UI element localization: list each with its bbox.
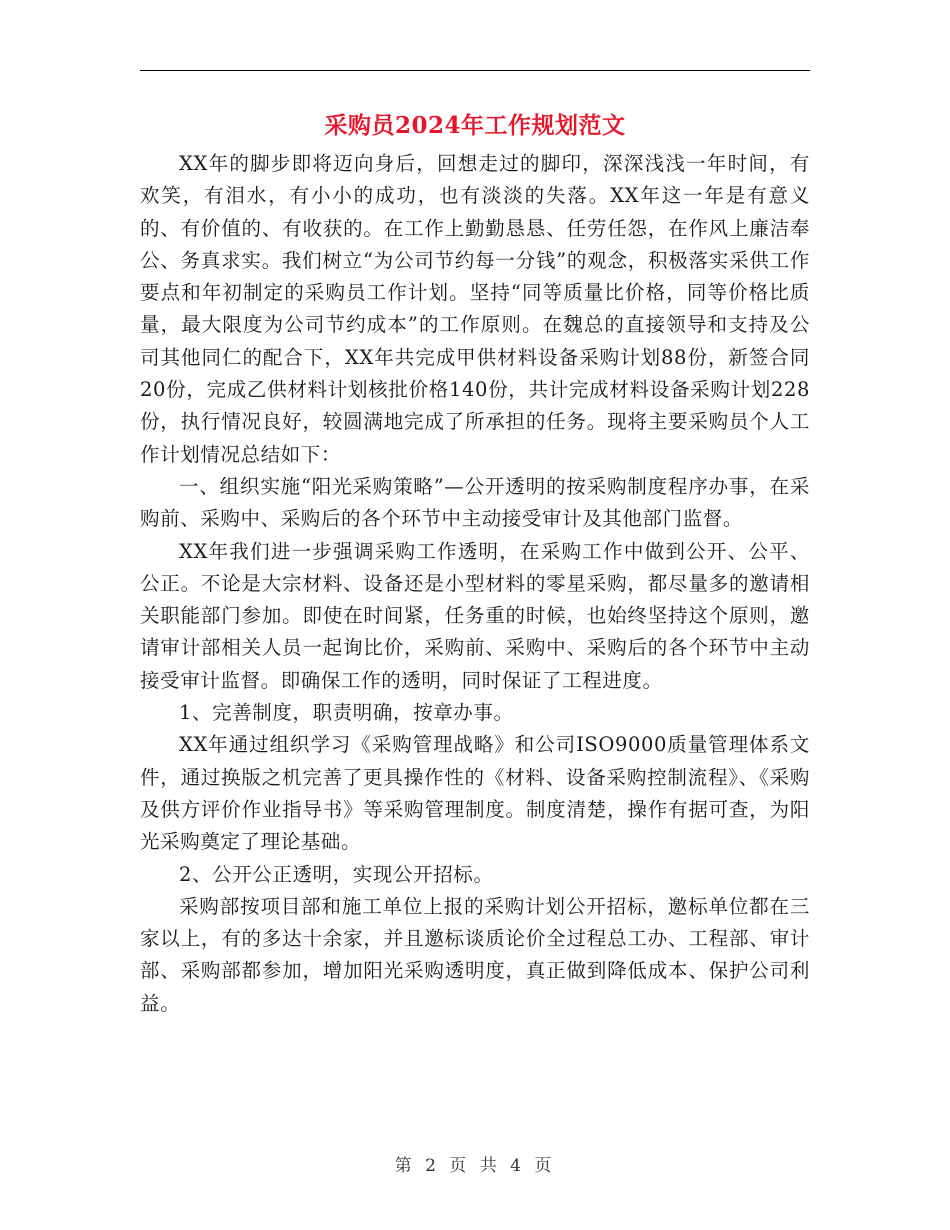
document-body	[140, 148, 810, 1020]
paragraph-section-1-heading: 一、组织实施“阳光采购策略”—公开透明的按采购制度程序办事，在采购前、采购中、采购后的各个环节中主动接受审计及其他部门监督。	[140, 474, 810, 531]
header-rule	[140, 70, 810, 71]
paragraph-item-2-heading: 2、公开公正透明，实现公开招标。	[179, 862, 494, 886]
paragraph-item-1-heading: 1、完善制度，职责明确，按章办事。	[179, 701, 514, 725]
paragraph-system-docs: XX年通过组织学习《采购管理战略》和公司ISO9000质量管理体系文件，通过换版之机完善了更具操作性的《材料、设备采购控制流程》、《采购及供方评价作业指导书》等采购管理制度。制度清楚，操作有据可查，为阳光采购奠定了理论基础。	[140, 733, 810, 854]
document-title: 采购员2024年工作规划范文	[324, 112, 626, 139]
paragraph-transparency: XX年我们进一步强调采购工作透明，在采购工作中做到公开、公平、公正。不论是大宗材料、设备还是小型材料的零星采购，都尽量多的邀请相关职能部门参加。即使在时间紧，任务重的时候，也始终坚持这个原则，邀请审计部相关人员一起询比价，采购前、采购中、采购后的各个环节中主动接受审计监督。即确保工作的透明，同时保证了工程进度。	[140, 539, 810, 692]
paragraph-intro: XX年的脚步即将迈向身后，回想走过的脚印，深深浅浅一年时间，有欢笑，有泪水，有小小的成功，也有淡淡的失落。XX年这一年是有意义的、有价值的、有收获的。在工作上勤勤恳恳、任劳任怨，在作风上廉洁奉公、务真求实。我们树立“为公司节约每一分钱”的观念，积极落实采供工作要点和年初制定的采购员工作计划。坚持“同等质量比价格，同等价格比质量，最大限度为公司节约成本”的工作原则。在魏总的直接领导和支持及公司其他同仁的配合下，XX年共完成甲供材料设备采购计划88份，新签合同20份，完成乙供材料计划核批价格140份，共计完成材料设备采购计划228份，执行情况良好，较圆满地完成了所承担的任务。现将主要采购员个人工作计划情况总结如下：	[140, 152, 810, 466]
paragraph-public-bidding: 采购部按项目部和施工单位上报的采购计划公开招标，邀标单位都在三家以上，有的多达十余家，并且邀标谈质论价全过程总工办、工程部、审计部、采购部都参加，增加阳光采购透明度，真正做到降低成本、保护公司利益。	[140, 894, 810, 1015]
page-number-footer: 第 2 页 共 4 页	[394, 1156, 556, 1176]
